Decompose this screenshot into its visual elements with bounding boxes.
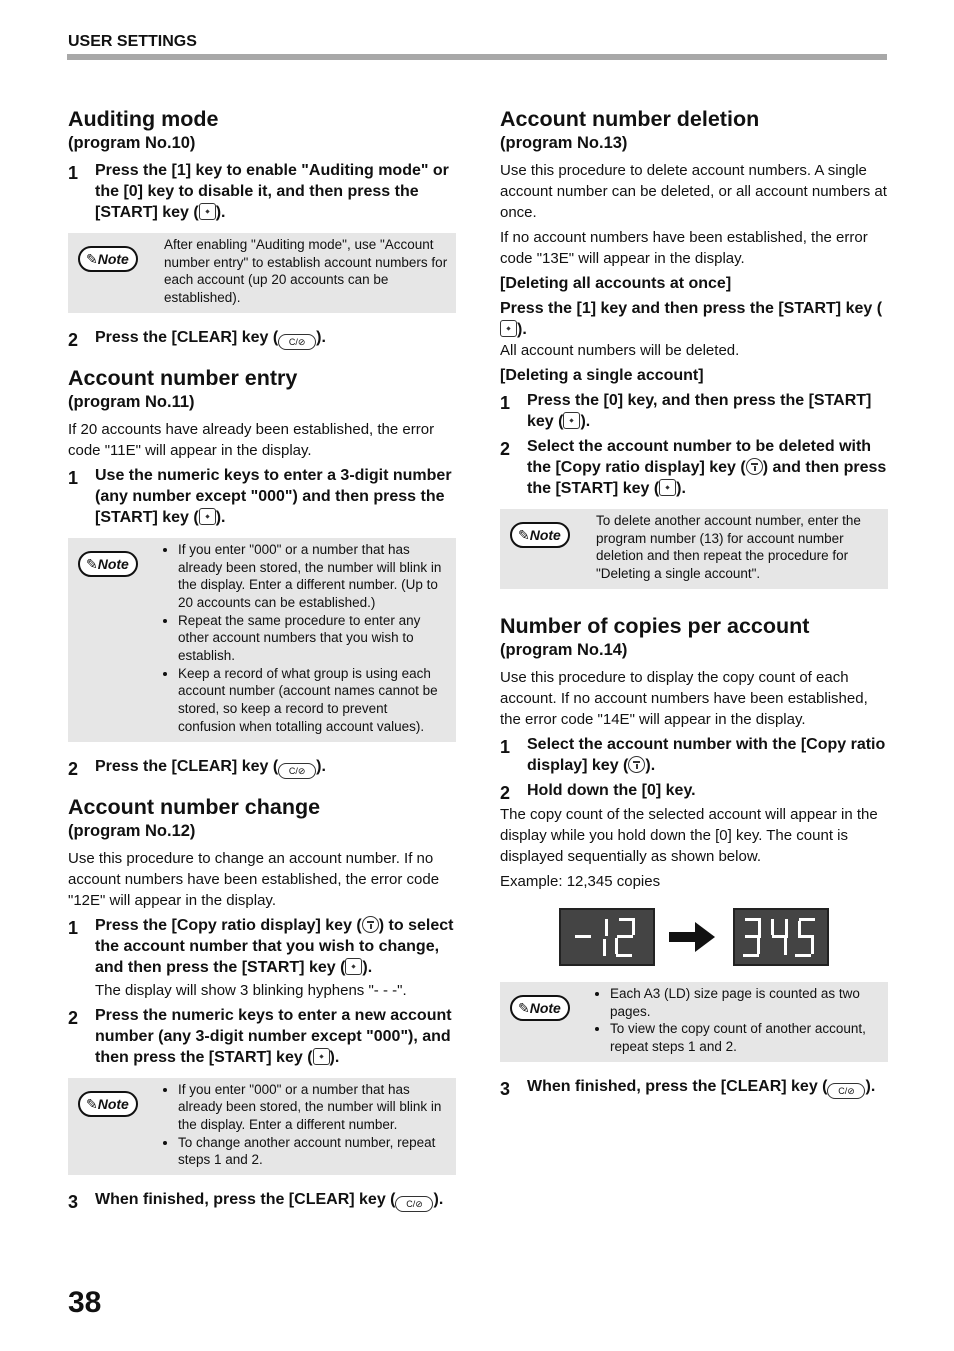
note-pencil-icon: ✎Note	[78, 1091, 138, 1117]
note-pencil-icon: ✎Note	[510, 995, 570, 1021]
note-item: • If you enter "000" or a number that has already been stored, the number will blink in the display. Enter a different number.	[178, 1081, 448, 1134]
deletion-step-2	[500, 436, 888, 499]
start-key-icon	[500, 320, 517, 337]
right-arrow-icon	[655, 908, 733, 966]
step-text: Press the [CLEAR] key ( C/⊘ ).	[95, 327, 456, 350]
account-entry-intro: If 20 accounts have already been established, the error code "11E" will appear in the display.	[68, 420, 435, 459]
start-key-icon	[563, 412, 580, 429]
account-change-title: Account number change	[68, 794, 321, 819]
step-text: Use the numeric keys to enter a 3-digit number (any number except "000") and then press the [START] key ( ).	[95, 466, 452, 526]
left-column	[68, 106, 456, 1217]
start-key-icon	[659, 479, 676, 496]
account-deletion-subtitle: (program No.13)	[500, 134, 628, 152]
clear-key-icon: C/⊘	[278, 763, 316, 779]
delete-all-step: Press the [1] key and then press the [START] key ().	[500, 300, 883, 338]
deletion-step-1	[500, 390, 888, 432]
note-item: • Repeat the same procedure to enter any other account numbers that you wish to establish.	[178, 612, 448, 665]
delete-all-result: All account numbers will be deleted.	[500, 342, 740, 359]
copies-per-account-title: Number of copies per account	[500, 613, 810, 638]
account-deletion-intro-2: If no account numbers have been established, the error code "13E" will appear in the display.	[500, 229, 868, 267]
note-item: • If you enter "000" or a number that has already been stored, the number will blink in the display. Enter a different number. (Up to 20 accounts can be established.)	[178, 541, 448, 612]
step-result: The display will show 3 blinking hyphens "- - -".	[95, 981, 407, 999]
step-text: Select the account number to be deleted with the [Copy ratio display] key ( ) and then press the [START] key ( ).	[527, 438, 887, 497]
auditing-mode-subtitle: (program No.10)	[68, 134, 196, 152]
step-number: 1	[68, 163, 79, 183]
copies-per-account-intro: Use this procedure to display the copy count of each account. If no account numbers have been established, the error code "14E" will appear in the display.	[500, 668, 868, 728]
copy-ratio-display-key-icon	[628, 756, 645, 773]
step-text: Press the [CLEAR] key ( C/⊘ ).	[95, 756, 456, 779]
step-number: 2	[500, 782, 511, 803]
header-title: USER SETTINGS	[68, 33, 197, 50]
note-text	[164, 1081, 448, 1170]
account-entry-title: Account number entry	[68, 365, 298, 390]
start-key-icon	[313, 1048, 330, 1065]
delete-all-heading: [Deleting all accounts at once]	[500, 275, 732, 292]
display-panel-right	[733, 908, 829, 966]
step-text: Select the account number with the [Copy ratio display] key ( ).	[527, 735, 886, 774]
account-change-intro: Use this procedure to change an account number. If no account numbers have been established, the error code "12E" will appear in the display.	[68, 849, 440, 909]
step-number: 1	[500, 736, 511, 757]
display-panel-left	[559, 908, 655, 966]
step-number: 2	[68, 758, 79, 779]
entry-step-1	[68, 465, 456, 528]
page-number: 38	[68, 1286, 102, 1319]
start-key-icon	[345, 958, 362, 975]
seven-segment-right	[735, 910, 827, 964]
auditing-step-1	[68, 160, 456, 223]
step-number: 3	[500, 1078, 511, 1099]
note-text	[596, 985, 880, 1056]
copies-step-3	[500, 1076, 888, 1100]
display-example	[559, 908, 888, 966]
change-step-1	[68, 915, 456, 1001]
note-item: • Each A3 (LD) size page is counted as two pages.	[610, 985, 880, 1020]
note-box	[68, 1078, 456, 1176]
copies-per-account-subtitle: (program No.14)	[500, 640, 628, 659]
change-step-3	[68, 1189, 456, 1213]
entry-step-2	[68, 756, 456, 780]
copy-ratio-display-key-icon	[746, 458, 763, 475]
clear-key-icon: C/⊘	[395, 1196, 433, 1212]
header-rule	[67, 54, 887, 60]
step-number: 2	[68, 329, 79, 350]
account-deletion-intro: Use this procedure to delete account numbers. A single account number can be deleted, or all account numbers at once.	[500, 162, 887, 221]
account-entry-subtitle: (program No.11)	[68, 392, 195, 411]
clear-key-icon: C/⊘	[827, 1083, 865, 1099]
step-text: When finished, press the [CLEAR] key ( C/⊘ ).	[527, 1076, 888, 1099]
right-column	[500, 106, 888, 1104]
note-pencil-icon: ✎Note	[78, 246, 138, 272]
copy-ratio-display-key-icon	[362, 916, 379, 933]
account-deletion-title: Account number deletion	[500, 107, 760, 131]
seven-segment-left	[561, 910, 653, 964]
step-text: Press the [Copy ratio display] key ( ) to select the account number that you wish to change, and then press the [START] key ( ).	[95, 916, 454, 976]
step-text: Press the [0] key, and then press the [START] key ( ).	[527, 392, 872, 430]
copies-step-2-result: The copy count of the selected account will appear in the display while you hold down the [0] key. The count is displayed sequentially as shown below.	[500, 805, 878, 865]
step-text: Press the [1] key to enable "Auditing mode" or the [0] key to disable it, and then press the [START] key ( ).	[95, 162, 449, 221]
note-box	[68, 538, 456, 742]
note-box	[500, 982, 888, 1062]
note-pencil-icon: ✎Note	[78, 551, 138, 577]
step-text: Press the numeric keys to enter a new account number (any 3-digit number except "000"), and then press the [START] key ( ).	[95, 1006, 452, 1066]
step-number: 1	[68, 917, 79, 938]
copies-step-1	[500, 734, 888, 776]
step-number: 3	[68, 1192, 79, 1213]
delete-single-heading: [Deleting a single account]	[500, 367, 704, 384]
note-text: To delete another account number, enter the program number (13) for account number deletion and then repeat the procedure for "Deleting a single account".	[596, 513, 861, 582]
step-number: 1	[68, 467, 79, 488]
note-text	[164, 541, 448, 736]
note-item: • To change another account number, repeat steps 1 and 2.	[178, 1134, 448, 1169]
clear-key-icon: C/⊘	[278, 334, 316, 350]
start-key-icon	[199, 508, 216, 525]
note-box	[68, 233, 456, 313]
step-text: When finished, press the [CLEAR] key ( C/⊘ ).	[95, 1189, 456, 1212]
copies-step-2	[500, 780, 888, 804]
note-text: After enabling "Auditing mode", use "Account number entry" to establish account numbers for each account (up 20 accounts can be established).	[164, 237, 448, 306]
auditing-step-2	[68, 327, 456, 351]
start-key-icon	[199, 203, 216, 220]
step-number: 1	[500, 393, 511, 413]
step-number: 2	[500, 439, 511, 459]
note-pencil-icon: ✎Note	[510, 522, 570, 548]
note-item: • To view the copy count of another account, repeat steps 1 and 2.	[610, 1020, 880, 1055]
note-box	[500, 509, 888, 589]
change-step-2	[68, 1005, 456, 1068]
note-item: • Keep a record of what group is using each account number (account names cannot be stored, so keep a record to prevent confusion when totalling account values).	[178, 665, 448, 736]
step-number: 2	[68, 1007, 79, 1028]
copies-example: Example: 12,345 copies	[500, 872, 661, 890]
step-text: Hold down the [0] key.	[527, 781, 696, 799]
account-change-subtitle: (program No.12)	[68, 821, 196, 840]
auditing-mode-title: Auditing mode	[68, 107, 219, 131]
